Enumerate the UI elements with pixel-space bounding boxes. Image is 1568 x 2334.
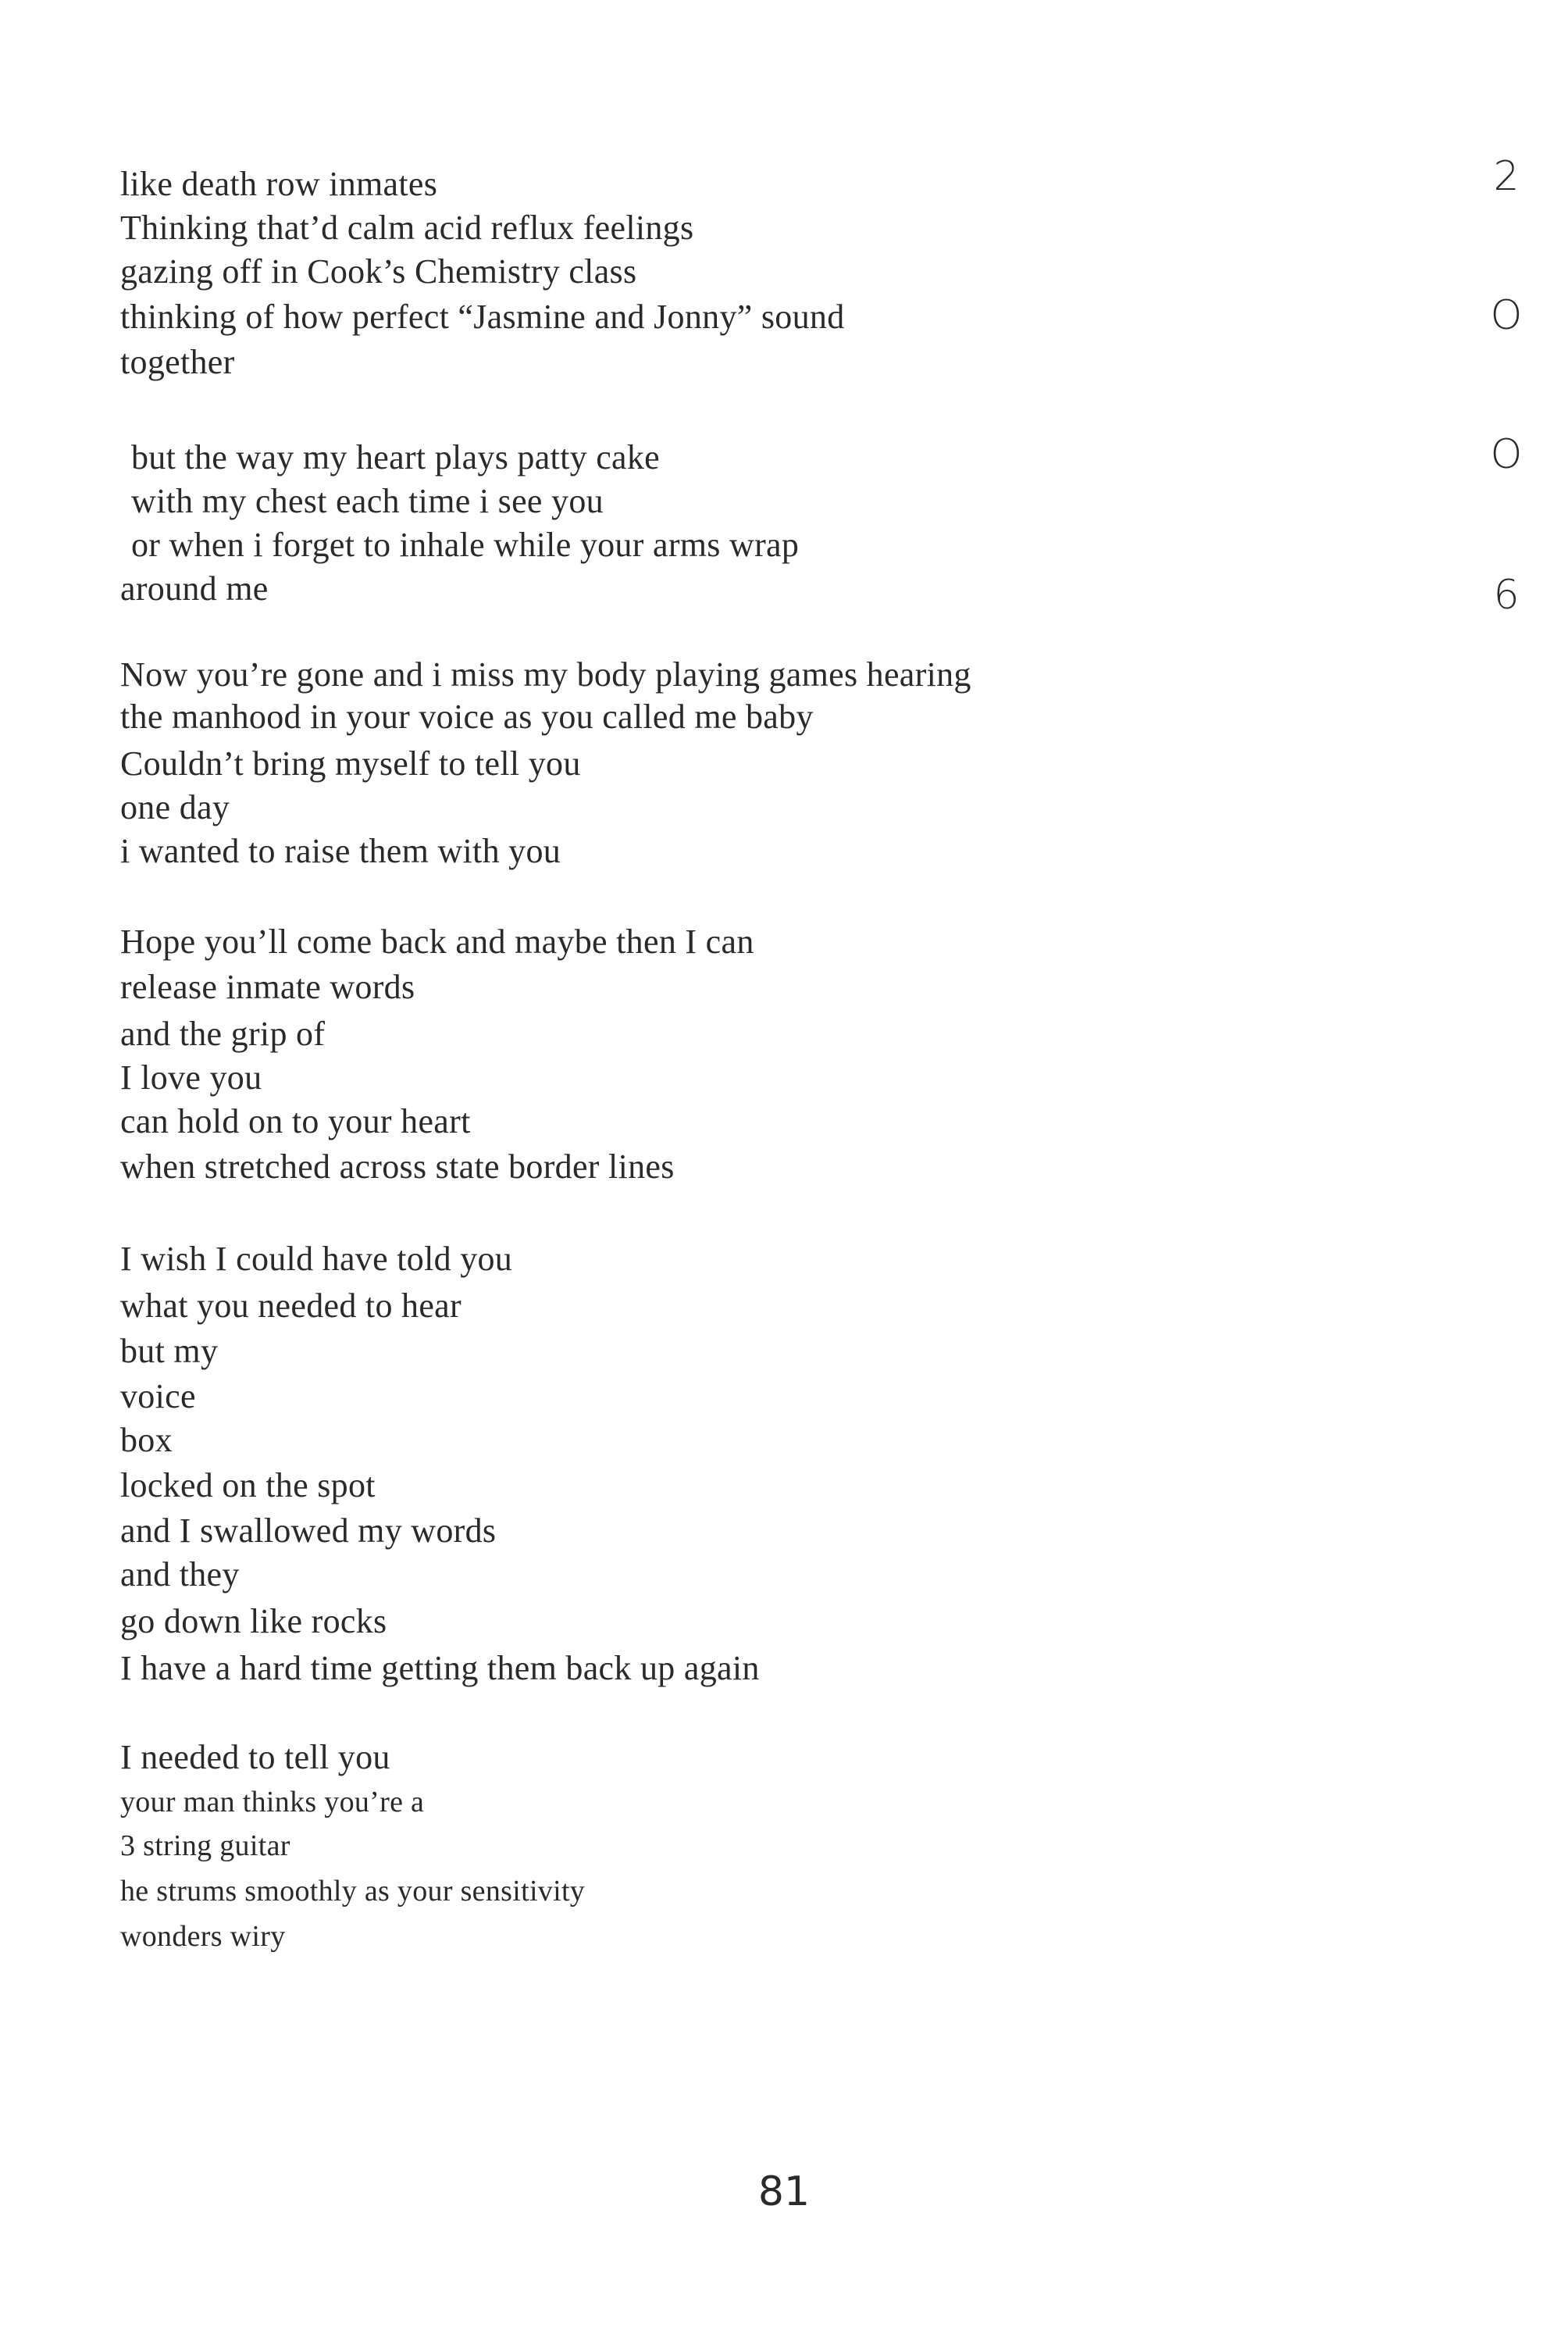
poem-line: the manhood in your voice as you called me baby [120,698,814,736]
poem-line: voice [120,1377,196,1415]
poem-line: thinking of how perfect “Jasmine and Jonny” sound [120,298,845,336]
poem-line: or when i forget to inhale while your arms wrap [131,526,800,564]
poem-line: Couldn’t bring myself to tell you [120,744,581,783]
poem-line: he strums smoothly as your sensitivity [120,1875,586,1908]
poem-line: one day [120,788,230,826]
poem-line: and the grip of [120,1015,326,1053]
poem-line: locked on the spot [120,1466,376,1504]
poem-line: release inmate words [120,968,415,1006]
poem-line: I wish I could have told you [120,1240,513,1278]
poem-line: can hold on to your heart [120,1102,471,1140]
poem-line: around me [120,569,269,608]
year-digit: 6 [1493,572,1520,619]
page-number: 81 [757,2168,811,2215]
poem-line: go down like rocks [120,1602,387,1640]
poem-line: your man thinks you’re a [120,1786,425,1818]
poem-line: i wanted to raise them with you [120,832,561,870]
poem-line: Thinking that’d calm acid reflux feelings [120,209,694,247]
poem-line: with my chest each time i see you [131,482,604,520]
poem-line: together [120,343,235,381]
poem-line: but the way my heart plays patty cake [131,438,660,476]
poem-line: like death row inmates [120,165,438,203]
year-digit: 2 [1493,153,1520,200]
year-digit: O [1490,292,1523,339]
poem-line: I have a hard time getting them back up again [120,1649,760,1687]
poem-line: and they [120,1555,240,1593]
poem-line: Now you’re gone and i miss my body playing games hearing [120,655,971,694]
poem-line: Hope you’ll come back and maybe then I can [120,923,754,961]
poem-line: when stretched across state border lines [120,1147,675,1186]
poem-line: what you needed to hear [120,1287,461,1325]
poem-line: wonders wiry [120,1920,286,1953]
poem-line: I needed to tell you [120,1738,390,1776]
poem-line: I love you [120,1058,262,1097]
poem-line: box [120,1421,173,1459]
year-digit: O [1490,431,1523,478]
poem-line: gazing off in Cook’s Chemistry class [120,252,637,291]
poem-line: 3 string guitar [120,1829,290,1862]
poem-line: but my [120,1332,219,1370]
poem-line: and I swallowed my words [120,1511,497,1550]
